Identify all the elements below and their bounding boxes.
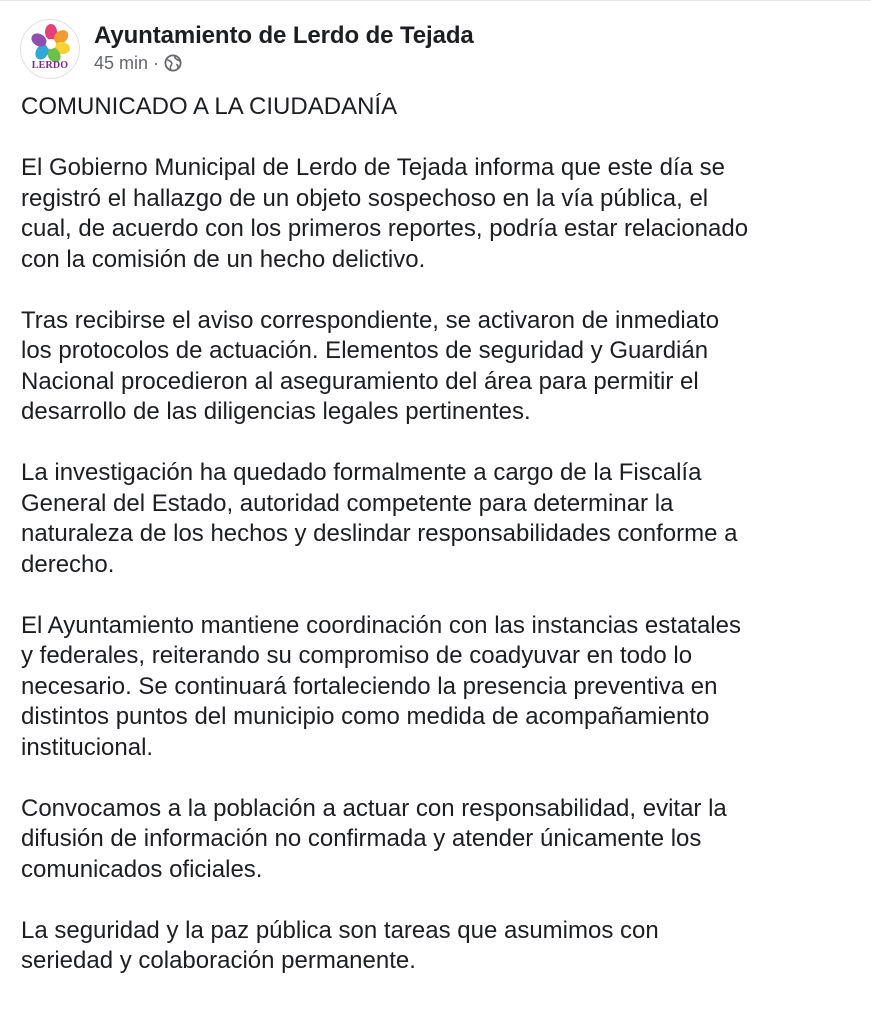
- post-heading: COMUNICADO A LA CIUDADANÍA: [21, 93, 398, 120]
- meta-separator: ·: [153, 52, 160, 73]
- post-meta: [94, 52, 182, 74]
- page-name-link[interactable]: Ayuntamiento de Lerdo de Tejada: [94, 22, 474, 49]
- post-header: [20, 19, 850, 79]
- page-avatar[interactable]: [20, 19, 80, 79]
- post-paragraph: El Ayuntamiento mantiene coordinación con las instancias estatales y federales, reiterando su compromiso de coadyuvar en todo lo necesario. Se continuará fortaleciendo la presencia preventiva en distintos puntos del municipio como medida de acompañamiento institucional.: [21, 611, 741, 761]
- post-paragraph: La seguridad y la paz pública son tareas que asumimos con seriedad y colaboración permanente.: [21, 916, 659, 974]
- post-body: [21, 92, 861, 977]
- post-paragraph: Convocamos a la población a actuar con responsabilidad, evitar la difusión de información no confirmada y atender únicamente los comunicados oficiales.: [21, 794, 727, 883]
- logo-text: LERDO: [31, 60, 69, 71]
- post-paragraph: El Gobierno Municipal de Lerdo de Tejada informa que este día se registró el hallazgo de un objeto sospechoso en la vía pública, el cual, de acuerdo con los primeros reportes, podría estar relacionado con la comisión de un hecho delictivo.: [21, 154, 749, 273]
- post-paragraph: La investigación ha quedado formalmente a cargo de la Fiscalía General del Estado, autoridad competente para determinar la naturaleza de los hechos y deslindar responsabilidades conforme a derecho.: [21, 459, 738, 578]
- globe-icon[interactable]: [164, 54, 182, 72]
- post-timestamp[interactable]: 45 min: [94, 52, 149, 73]
- post-paragraph: Tras recibirse el aviso correspondiente, se activaron de inmediato los protocolos de actuación. Elementos de seguridad y Guardián Nacional procedieron al aseguramiento del área para permitir el desarrollo de las diligencias legales pertinentes.: [21, 306, 720, 425]
